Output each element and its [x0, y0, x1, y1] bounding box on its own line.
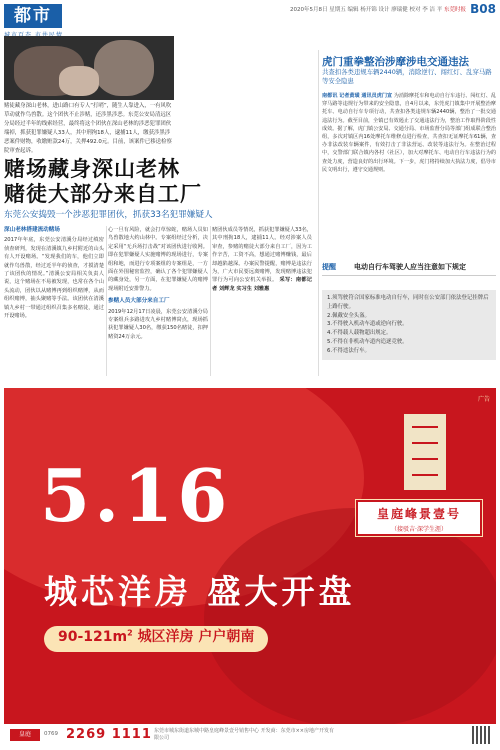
ad-slogan: 城芯洋房 盛大开盘	[44, 572, 356, 611]
masthead	[0, 0, 500, 40]
column-text: 赌团伙成员等情况，抓获犯罪嫌疑人33名，其中刑拘18人，逮捕11人。经对涉案人员审查，参赌的赌徒大部分来自工厂，因为工作辛苦，工资不高，想通过赌博赚钱，最后却越陷越深。办案民警提醒，赌博是违法行为，广大市民要远离赌博，发现赌博违法犯罪行为可向公安机关举报。	[212, 227, 312, 284]
main-headline	[4, 156, 234, 206]
side-article-title: 虎门重拳整治涉摩涉电交通违法	[322, 56, 469, 68]
paper-name: 东莞时报	[443, 7, 466, 13]
qr-code-icon	[472, 726, 490, 744]
photo-caption: 赌徒藏身深山老林，进山路口有专人“打哨”，随生人靠进入，一有风吹草动就作鸟兽散。这个团伙不止涉赌，还涉黑涉恶。东莞公安局清远区分局经过半年的线索经营，最终将这个团伙在深山老林的涉恶犯罪团伙端掉，抓获犯罪嫌疑人33人，其中刑拘18人，逮捕11人，缴获涉黑涉恶案件财物，收缴赃款24万，关押492.0元。目前，该案件已移送检察院审查起诉。	[4, 103, 172, 154]
tip-item: 6.不得违法行车。	[327, 347, 370, 354]
column-text: 2017年年底，东莞公安清溪分局经过缜密侦查研判，发现在清溪镇九乡村附近的山头有人开设赌场。“发现我们的车，他们立即就作鸟兽散，经过近半年的侦查，才摸清楚了该团伙的情况。”清溪公安局相关负责人说，这个赌场在不易被发现，也常在各个山头流动，团伙以从赌博再到组织赌博，从而组织赌博，抽头聚赌等手法。该团伙在清溪镇九乡村一带通过组织召集多名赌徒，通过开设赌场。	[4, 237, 104, 320]
headline-line-2: 赌徒大部分来自工厂	[4, 181, 202, 206]
ad-label: 广告	[477, 396, 490, 403]
tip-item: 2.佩戴安全头盔。	[327, 312, 370, 319]
building-illustration	[404, 414, 446, 490]
article-column-1	[4, 226, 104, 320]
column-divider	[106, 226, 107, 376]
column-section-heading: 深山老林搭建流动赌场	[4, 227, 60, 233]
subheadline: 东莞公安捣毁一个涉恶犯罪团伙，抓获33名犯罪嫌疑人	[4, 210, 213, 220]
real-estate-advertisement	[4, 388, 496, 746]
developer-logo: 皇庭	[10, 729, 40, 741]
tip-item: 5.不得在非机动车道内追逐竞驶。	[327, 338, 408, 345]
article-photo	[4, 36, 174, 100]
section-title: 都市	[4, 4, 62, 28]
article-column-2	[108, 226, 208, 341]
tips-header	[322, 262, 496, 276]
tips-title: 电动自行车驾驶人应当注意如下规定	[354, 263, 466, 271]
ad-footer	[4, 724, 496, 746]
column-text: 2019年12月17日凌晨，东莞公安清溪分局专案组兵多路进攻九乡村赌博窝点，现场抓获犯罪嫌疑人30名，缴获150名赌徒，扣押赌资24万余元。	[108, 308, 208, 340]
tip-item: 1.须驾驶符合国家标准电动自行车，同时在公安部门依法登记挂牌后上路行驶。	[327, 295, 489, 310]
article-column-3	[212, 226, 312, 293]
brand-tagline: （接驳吉·深学生涯）	[391, 526, 447, 533]
brand-logo-box	[356, 500, 482, 536]
column-divider	[210, 226, 211, 376]
unit-size-text: 城区洋房 户户朝南	[137, 629, 255, 645]
column-section-heading: 参赌人员大部分来自工厂	[108, 298, 170, 305]
tips-box	[322, 290, 496, 360]
dateline-text: 2020年5月8日 星期五 编辑 杨开锦 设计 廖瑞健 校对 李 洁 平	[290, 7, 443, 13]
sales-address: 东莞市城东街道东城中路皇庭峰景壹号销售中心 开发商：东莞市××房地产开发有限公司	[154, 728, 334, 741]
side-article-body	[322, 92, 496, 174]
headline-line-1: 赌场藏身深山老林	[4, 156, 180, 181]
column-text: 心一旦有风险，就会打草惊蛇，赌场人员如鸟兽散地大约山林中。专案组经过分析，决定采用“无兵场打击战”对该团伙进行收网。即在犯罪嫌疑人实施赌博的现场进行，专案组和地，而进行专项案组的专案组是，一方面在外围秘密监控，确认了各个犯罪嫌疑人的藏身处，另一方面，在犯罪嫌疑人的赌博现场附近安排警力。	[108, 227, 208, 292]
brand-name: 皇庭峰景壹号	[376, 507, 461, 521]
side-article-lead: 南都讯 记者黄璜 通讯员虎门宣	[322, 93, 393, 99]
side-article-text: 为消除摩托车和电动自行车违行、闯红灯、乱穿马路等违规行为带来的安全隐患，自4月以来，东莞虎门镇集中开展整治摩托车、电动自行车专项行动，共查扣各类违规车辆2440辆，整治了一批交通违法行为。截至目前，全镇已有效遏止了交通违法行为，整治工作取得阶段性成效。据了解，虎门镇公安局、交通分局、市场监督分局等部门组成联合整治组，多次对镇区内16处摩托车维修点进行检查，共查扣无证摩托车61辆，查办非法改装车辆案件，有效打击了非法营运、改装等违法行为。在整治过程中，交警部门联合镇内各村（社区），加大对摩托车、电动自行车违法行为的查处力度，营造良好的出行环境。下一步，虎门将持续加大执法力度，倡导市民文明出行，遵守交通规则。	[322, 93, 496, 173]
phone-area-code: 0769	[44, 731, 58, 737]
sales-phone: 2269 1111	[66, 727, 152, 742]
tip-item: 3.不得驶入机动车道或逆向行驶。	[327, 321, 408, 328]
column-divider	[318, 50, 319, 376]
page-number: B08	[470, 2, 496, 16]
unit-size: 90-121m	[58, 629, 128, 645]
opening-date: 5.16	[40, 453, 232, 538]
tip-item: 4.不得载人载物超出规定。	[327, 330, 392, 337]
dateline	[290, 5, 466, 13]
side-article-subtitle: 共查扣各类违规车辆2440辆，消除逆行、闯红灯、乱穿马路等安全隐患	[322, 68, 492, 85]
byline: 采写：南都记者 刘辉龙 实习生 刘雅惠	[212, 277, 312, 292]
unit-size-badge: $90-121m^2$ 城区洋房 户户朝南	[44, 626, 268, 652]
tips-tag: 提醒	[322, 263, 336, 271]
